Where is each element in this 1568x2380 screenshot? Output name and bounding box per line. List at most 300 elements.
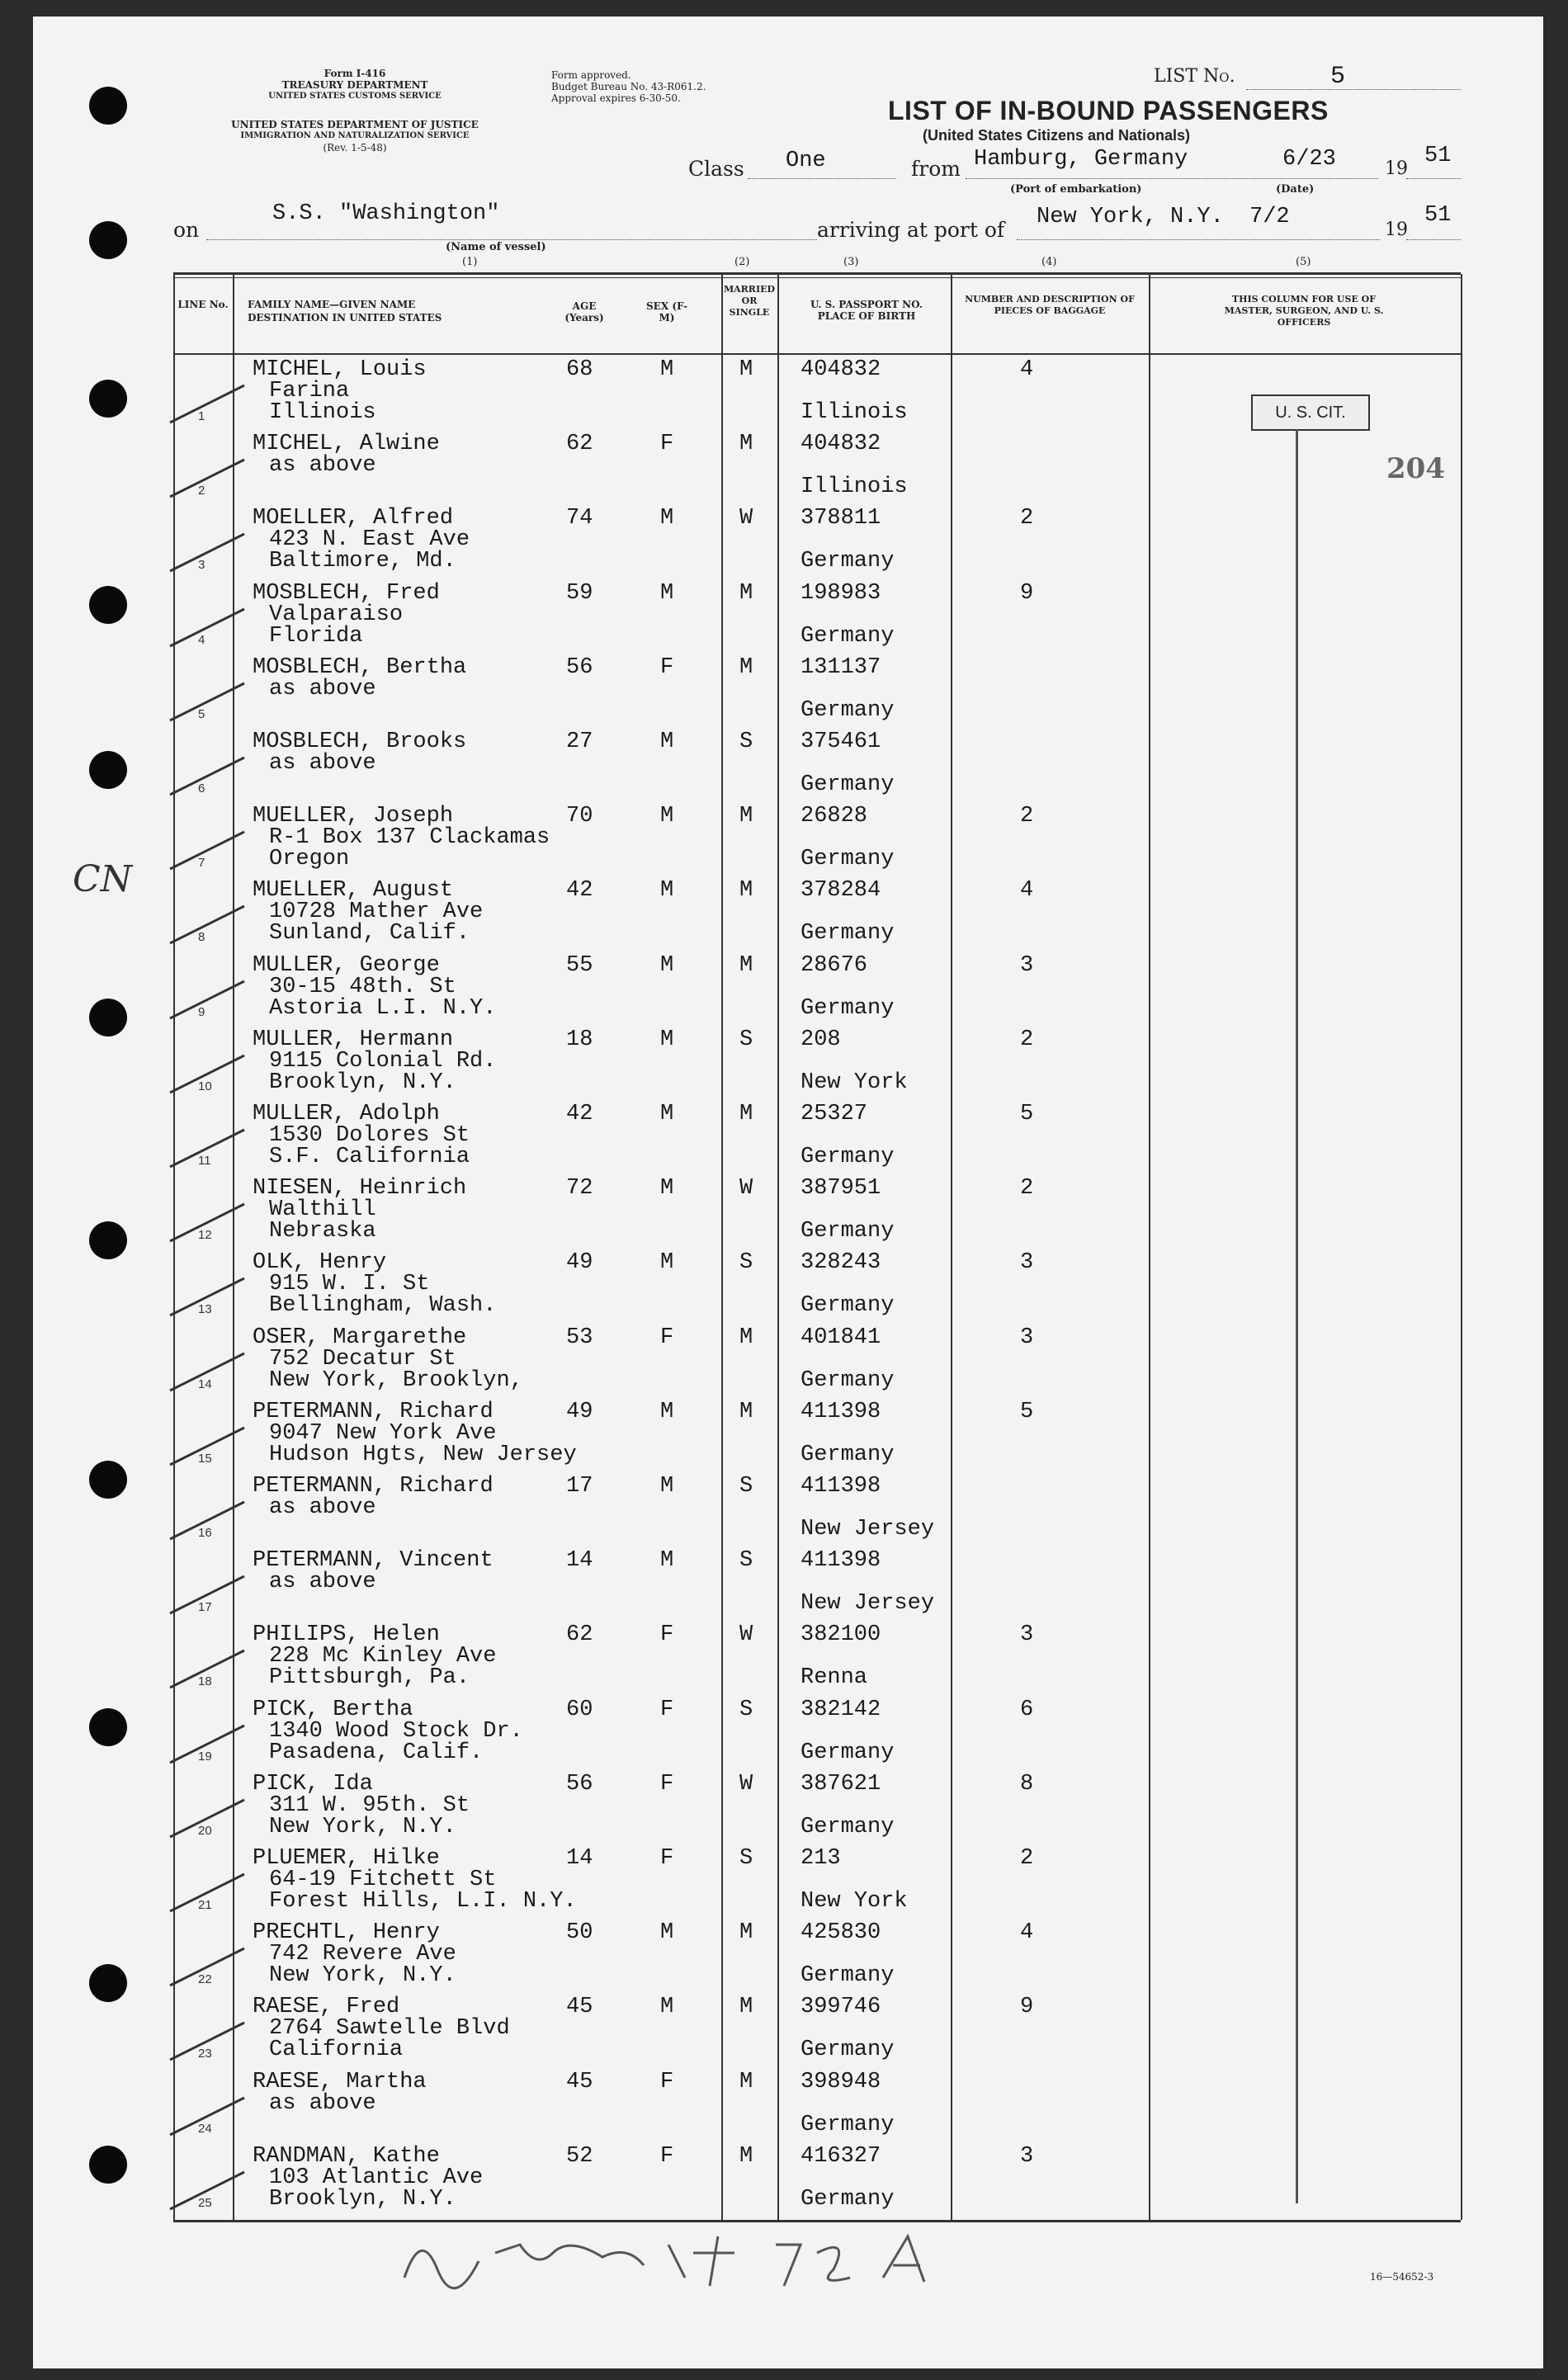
punch-hole — [89, 999, 127, 1037]
passport-number: 131137 — [801, 654, 881, 680]
passport-number: 404832 — [801, 357, 881, 382]
passenger-name: MULLER, George — [253, 952, 440, 978]
punch-hole — [89, 586, 127, 624]
marital-status: W — [739, 1622, 753, 1648]
passport-number: 387621 — [801, 1771, 881, 1797]
check-mark-icon — [162, 753, 253, 803]
check-mark-icon — [162, 1200, 253, 1249]
col-header-officers: THIS COLUMN FOR USE OF MASTER, SURGEON, AND U. S. OFFICERS — [1224, 294, 1384, 328]
marital-status: M — [739, 878, 753, 904]
sex: F — [660, 2069, 674, 2094]
marital-status: M — [739, 1325, 753, 1350]
punch-hole — [89, 1964, 127, 2002]
passport-number: 213 — [801, 1846, 841, 1871]
passport-number: 25327 — [801, 1102, 868, 1126]
destination-line-1: 2764 Sawtelle Blvd — [269, 2016, 510, 2042]
passenger-name: MICHEL, Alwine — [253, 432, 440, 457]
marital-status: S — [739, 1697, 753, 1722]
age: 53 — [566, 1325, 593, 1350]
destination-line-2: New York, Brooklyn, — [269, 1367, 523, 1393]
form-number: Form I-416 — [324, 68, 386, 79]
arrival-port: New York, N.Y. — [1037, 205, 1224, 229]
line-number: 16 — [198, 1526, 212, 1540]
destination-line-1: 9047 New York Ave — [269, 1420, 497, 1446]
sex: F — [660, 1771, 674, 1797]
age: 14 — [566, 1846, 593, 1871]
baggage-count: 2 — [1020, 1846, 1034, 1871]
sex: M — [660, 1399, 674, 1424]
check-mark-icon — [162, 381, 253, 431]
check-mark-icon — [162, 530, 253, 579]
destination-line-1: 9115 Colonial Rd. — [269, 1048, 497, 1074]
age: 49 — [566, 1250, 593, 1276]
age: 72 — [566, 1176, 593, 1202]
passenger-name: PETERMANN, Vincent — [253, 1548, 494, 1574]
passenger-name: PRECHTL, Henry — [253, 1920, 440, 1946]
check-mark-icon — [162, 1274, 253, 1324]
passport-number: 375461 — [801, 730, 881, 754]
age: 59 — [566, 580, 593, 606]
arrival-date: 7/2 — [1249, 205, 1290, 229]
justice-dept: UNITED STATES DEPARTMENT OF JUSTICE — [231, 119, 479, 130]
col-header-name: FAMILY NAME—GIVEN NAME — [248, 299, 416, 310]
line-number: 13 — [198, 1302, 212, 1317]
line-number: 12 — [198, 1228, 212, 1243]
passenger-name: MUELLER, August — [253, 878, 454, 904]
revision: (Rev. 1-5-48) — [323, 142, 387, 153]
place-of-birth: Germany — [801, 2038, 895, 2063]
age: 27 — [566, 730, 593, 754]
table-header-border — [173, 353, 1461, 355]
check-mark-icon — [162, 1646, 253, 1696]
check-mark-icon — [162, 1498, 253, 1547]
passenger-name: MOSBLECH, Fred — [253, 580, 440, 606]
marital-status: M — [739, 1995, 753, 2020]
baggage-count: 3 — [1020, 2143, 1034, 2169]
sex: M — [660, 1920, 674, 1946]
baggage-count: 5 — [1020, 1399, 1034, 1424]
marital-status: M — [739, 1102, 753, 1126]
punch-hole — [89, 1708, 127, 1746]
passport-number: 398948 — [801, 2069, 881, 2094]
destination-line-1: as above — [269, 1495, 376, 1520]
line-number: 23 — [198, 2047, 212, 2061]
passport-number: 382100 — [801, 1622, 881, 1648]
sex: M — [660, 730, 674, 754]
line-number: 6 — [198, 782, 205, 796]
passenger-name: PETERMANN, Richard — [253, 1399, 494, 1424]
vessel-caption: (Name of vessel) — [446, 241, 546, 253]
baggage-count: 8 — [1020, 1771, 1034, 1797]
check-mark-icon — [162, 1870, 253, 1920]
marital-status: M — [739, 1920, 753, 1946]
age: 62 — [566, 432, 593, 457]
passenger-name: MULLER, Hermann — [253, 1027, 454, 1052]
line-number: 1 — [198, 409, 205, 423]
punch-hole — [89, 1221, 127, 1259]
age: 55 — [566, 952, 593, 978]
place-of-birth: Germany — [801, 623, 895, 649]
passport-number: 26828 — [801, 804, 868, 829]
destination-line-2: New York, N.Y. — [269, 1814, 456, 1839]
baggage-count: 9 — [1020, 580, 1034, 606]
baggage-count: 4 — [1020, 357, 1034, 382]
age: 42 — [566, 1102, 593, 1126]
baggage-count: 3 — [1020, 952, 1034, 978]
destination-line-2: Sunland, Calif. — [269, 921, 470, 947]
from-port: Hamburg, Germany — [974, 147, 1188, 172]
marital-status: M — [739, 1399, 753, 1424]
age: 50 — [566, 1920, 593, 1946]
line-number: 7 — [198, 856, 205, 871]
destination-line-2: Nebraska — [269, 1219, 376, 1244]
age: 45 — [566, 2069, 593, 2094]
place-of-birth: Germany — [801, 549, 895, 574]
check-mark-icon — [162, 1944, 253, 1994]
footer-code: 16—54652-3 — [1370, 2271, 1434, 2283]
marital-status: M — [739, 580, 753, 606]
place-of-birth: Germany — [801, 697, 895, 723]
sex: M — [660, 952, 674, 978]
age: 60 — [566, 1697, 593, 1722]
destination-line-1: 752 Decatur St — [269, 1346, 456, 1372]
class-value: One — [786, 149, 826, 173]
marital-status: W — [739, 1771, 753, 1797]
list-no-label: LIST No. — [1154, 66, 1235, 87]
sex: M — [660, 1548, 674, 1574]
marital-status: S — [739, 1027, 753, 1052]
year-prefix: 19 — [1385, 220, 1408, 240]
marital-status: S — [739, 1474, 753, 1499]
check-mark-icon — [162, 2094, 253, 2143]
marital-status: M — [739, 2143, 753, 2169]
check-mark-icon — [162, 679, 253, 729]
col-num: (4) — [1041, 256, 1057, 268]
age: 42 — [566, 878, 593, 904]
destination-line-1: 228 Mc Kinley Ave — [269, 1644, 497, 1669]
destination-line-1: 10728 Mather Ave — [269, 900, 484, 925]
punch-hole — [89, 1461, 127, 1499]
class-label: Class — [688, 157, 744, 181]
passport-number: 411398 — [801, 1399, 881, 1424]
place-of-birth: Germany — [801, 772, 895, 797]
check-mark-icon — [162, 1796, 253, 1845]
page-title: LIST OF IN-BOUND PASSENGERS — [888, 96, 1329, 125]
sex: F — [660, 1622, 674, 1648]
col-header-married: MARRIED OR SINGLE — [723, 284, 776, 318]
col-header-passport: U. S. PASSPORT NO. PLACE OF BIRTH — [810, 299, 923, 322]
line-number: 25 — [198, 2195, 212, 2210]
baggage-count: 2 — [1020, 1176, 1034, 1202]
passenger-name: PHILIPS, Helen — [253, 1622, 440, 1648]
check-mark-icon — [162, 1051, 253, 1101]
marital-status: M — [739, 654, 753, 680]
place-of-birth: Renna — [801, 1665, 868, 1691]
place-of-birth: Germany — [801, 1367, 895, 1393]
sex: F — [660, 1325, 674, 1350]
destination-line-1: 1530 Dolores St — [269, 1123, 470, 1148]
customs-service: UNITED STATES CUSTOMS SERVICE — [268, 92, 442, 101]
destination-line-2: Brooklyn, N.Y. — [269, 1070, 456, 1095]
col-header-baggage: NUMBER AND DESCRIPTION OF PIECES OF BAGGAGE — [965, 294, 1135, 316]
destination-line-2: Pittsburgh, Pa. — [269, 1665, 470, 1691]
destination-line-2: Astoria L.I. N.Y. — [269, 995, 497, 1021]
passport-number: 404832 — [801, 432, 881, 457]
check-mark-icon — [162, 1126, 253, 1175]
sex: M — [660, 1102, 674, 1126]
baggage-count: 3 — [1020, 1622, 1034, 1648]
year-2: 51 — [1424, 203, 1452, 228]
baggage-count: 4 — [1020, 1920, 1034, 1946]
check-mark-icon — [162, 828, 253, 877]
destination-line-2: Pasadena, Calif. — [269, 1740, 484, 1765]
col-header-age: AGE (Years) — [564, 300, 604, 323]
place-of-birth: Germany — [801, 2112, 895, 2137]
place-of-birth: Germany — [801, 921, 895, 947]
place-of-birth: Illinois — [801, 400, 908, 425]
destination-line-1: 742 Revere Ave — [269, 1942, 456, 1967]
col-num: (1) — [462, 256, 478, 268]
place-of-birth: New York — [801, 1070, 908, 1095]
place-of-birth: Germany — [801, 1293, 895, 1319]
marital-status: M — [739, 432, 753, 457]
marital-status: W — [739, 506, 753, 531]
passport-number: 328243 — [801, 1250, 881, 1276]
destination-line-1: as above — [269, 751, 376, 776]
from-date: 6/23 — [1282, 147, 1336, 172]
check-mark-icon — [162, 977, 253, 1027]
check-mark-icon — [162, 2019, 253, 2068]
col-num: (3) — [843, 256, 859, 268]
passport-number: 399746 — [801, 1995, 881, 2020]
col-header-sex: SEX (F-M) — [646, 300, 687, 323]
place-of-birth: Germany — [801, 995, 895, 1021]
passport-number: 425830 — [801, 1920, 881, 1946]
ins-service: IMMIGRATION AND NATURALIZATION SERVICE — [240, 131, 470, 140]
passport-number: 387951 — [801, 1176, 881, 1202]
place-of-birth: Germany — [801, 1963, 895, 1989]
destination-line-1: 64-19 Fitchett St — [269, 1868, 497, 1892]
passenger-name: PLUEMER, Hilke — [253, 1846, 440, 1871]
sex: M — [660, 1027, 674, 1052]
age: 45 — [566, 1995, 593, 2020]
line-number: 19 — [198, 1749, 212, 1764]
destination-line-1: as above — [269, 453, 376, 479]
destination-line-2: Oregon — [269, 847, 350, 872]
line-number: 8 — [198, 930, 205, 945]
place-of-birth: Germany — [801, 1219, 895, 1244]
marital-status: S — [739, 1250, 753, 1276]
place-of-birth: New York — [801, 1889, 908, 1914]
place-of-birth: Germany — [801, 1814, 895, 1839]
check-mark-icon — [162, 1424, 253, 1473]
passport-number: 382142 — [801, 1697, 881, 1722]
destination-line-2: Hudson Hgts, New Jersey — [269, 1442, 577, 1467]
col-header-destination: DESTINATION IN UNITED STATES — [248, 312, 442, 323]
age: 14 — [566, 1548, 593, 1574]
sex: M — [660, 506, 674, 531]
punch-hole — [89, 221, 127, 259]
sex: M — [660, 1995, 674, 2020]
on-label: on — [173, 218, 200, 242]
line-number: 21 — [198, 1898, 212, 1912]
age: 70 — [566, 804, 593, 829]
handwritten-margin-note: CN — [73, 858, 133, 900]
sex: F — [660, 2143, 674, 2169]
line-number: 20 — [198, 1823, 212, 1838]
baggage-count: 2 — [1020, 506, 1034, 531]
destination-line-2: Bellingham, Wash. — [269, 1293, 497, 1319]
destination-line-1: Valparaiso — [269, 602, 404, 627]
check-mark-icon — [162, 605, 253, 654]
passport-number: 378811 — [801, 506, 881, 531]
passenger-name: OSER, Margarethe — [253, 1325, 467, 1350]
passenger-name: RANDMAN, Kathe — [253, 2143, 440, 2169]
treasury-dept: TREASURY DEPARTMENT — [281, 79, 428, 91]
passenger-name: PETERMANN, Richard — [253, 1474, 494, 1499]
line-number: 2 — [198, 484, 205, 498]
age: 17 — [566, 1474, 593, 1499]
sex: F — [660, 432, 674, 457]
check-mark-icon — [162, 2168, 253, 2217]
punch-hole — [89, 2146, 127, 2184]
age: 52 — [566, 2143, 593, 2169]
line-number: 11 — [198, 1154, 211, 1168]
age: 56 — [566, 654, 593, 680]
destination-line-1: 423 N. East Ave — [269, 527, 470, 553]
place-of-birth: New Jersey — [801, 1517, 935, 1542]
passport-number: 411398 — [801, 1548, 881, 1574]
passport-number: 378284 — [801, 878, 881, 904]
from-label: from — [911, 157, 961, 181]
destination-line-1: 1340 Wood Stock Dr. — [269, 1718, 523, 1744]
marital-status: W — [739, 1176, 753, 1202]
passport-number: 208 — [801, 1027, 841, 1052]
destination-line-1: Farina — [269, 379, 350, 404]
arriving-label: arriving at port of — [817, 218, 1005, 242]
marital-status: S — [739, 1548, 753, 1574]
place-of-birth: Germany — [801, 847, 895, 872]
marital-status: M — [739, 804, 753, 829]
place-of-birth: Illinois — [801, 475, 908, 500]
line-number: 24 — [198, 2121, 212, 2136]
destination-line-1: as above — [269, 2090, 376, 2116]
line-number: 4 — [198, 632, 205, 647]
line-number: 10 — [198, 1079, 212, 1093]
passenger-name: MOELLER, Alfred — [253, 506, 454, 531]
sex: M — [660, 1474, 674, 1499]
check-mark-icon — [162, 1721, 253, 1771]
baggage-count: 4 — [1020, 878, 1034, 904]
baggage-count: 5 — [1020, 1102, 1034, 1126]
marital-status: S — [739, 730, 753, 754]
age: 49 — [566, 1399, 593, 1424]
destination-line-1: as above — [269, 676, 376, 701]
place-of-birth: Germany — [801, 2186, 895, 2212]
destination-line-2: New York, N.Y. — [269, 1963, 456, 1989]
marital-status: M — [739, 357, 753, 382]
destination-line-2: California — [269, 2038, 404, 2063]
destination-line-1: R-1 Box 137 Clackamas — [269, 825, 550, 851]
sex: F — [660, 654, 674, 680]
passport-number: 28676 — [801, 952, 868, 978]
stamped-number: 204 — [1386, 452, 1445, 485]
destination-line-2: Baltimore, Md. — [269, 549, 456, 574]
destination-line-1: Walthill — [269, 1197, 376, 1223]
baggage-count: 3 — [1020, 1250, 1034, 1276]
place-of-birth: New Jersey — [801, 1591, 935, 1617]
marital-status: S — [739, 1846, 753, 1871]
line-number: 18 — [198, 1674, 212, 1689]
line-number: 14 — [198, 1377, 212, 1391]
line-number: 17 — [198, 1600, 212, 1615]
approval-line: Budget Bureau No. 43-R061.2. — [551, 81, 706, 92]
destination-line-2: Forest Hills, L.I. N.Y. — [269, 1889, 577, 1914]
passport-number: 198983 — [801, 580, 881, 606]
sex: M — [660, 580, 674, 606]
destination-line-2: Florida — [269, 623, 363, 649]
passenger-name: MOSBLECH, Brooks — [253, 730, 467, 754]
age: 74 — [566, 506, 593, 531]
passenger-name: MULLER, Adolph — [253, 1102, 440, 1126]
date-caption: (Date) — [1276, 183, 1315, 196]
port-embark-caption: (Port of embarkation) — [1010, 183, 1142, 196]
check-mark-icon — [162, 902, 253, 952]
passenger-name: PICK, Ida — [253, 1771, 373, 1797]
punch-hole — [89, 751, 127, 789]
age: 56 — [566, 1771, 593, 1797]
destination-line-2: Illinois — [269, 400, 376, 425]
col-num: (5) — [1296, 256, 1311, 268]
approval-line: Form approved. — [551, 69, 631, 81]
handwritten-signature — [388, 2220, 982, 2298]
place-of-birth: Germany — [801, 1442, 895, 1467]
passenger-name: MICHEL, Louis — [253, 357, 427, 382]
passenger-name: MOSBLECH, Bertha — [253, 654, 467, 680]
approval-line: Approval expires 6-30-50. — [551, 92, 681, 104]
col-header-line-no: LINE No. — [177, 299, 229, 310]
officer-column-rule — [1296, 429, 1298, 2203]
passport-number: 411398 — [801, 1474, 881, 1499]
age: 62 — [566, 1622, 593, 1648]
sex: M — [660, 1250, 674, 1276]
sex: M — [660, 804, 674, 829]
destination-line-1: 311 W. 95th. St — [269, 1792, 470, 1818]
destination-line-2: Brooklyn, N.Y. — [269, 2186, 456, 2212]
passenger-name: RAESE, Fred — [253, 1995, 400, 2020]
baggage-count: 2 — [1020, 1027, 1034, 1052]
baggage-count: 6 — [1020, 1697, 1034, 1722]
passenger-name: PICK, Bertha — [253, 1697, 413, 1722]
page-subtitle: (United States Citizens and Nationals) — [923, 127, 1191, 144]
check-mark-icon — [162, 1349, 253, 1399]
year-prefix: 19 — [1385, 158, 1408, 179]
col-num: (2) — [734, 256, 750, 268]
sex: F — [660, 1846, 674, 1871]
check-mark-icon — [162, 456, 253, 505]
marital-status: M — [739, 2069, 753, 2094]
sex: M — [660, 878, 674, 904]
passenger-name: OLK, Henry — [253, 1250, 387, 1276]
baggage-count: 2 — [1020, 804, 1034, 829]
line-number: 15 — [198, 1451, 212, 1466]
sex: F — [660, 1697, 674, 1722]
passenger-name: RAESE, Martha — [253, 2069, 427, 2094]
passenger-name: NIESEN, Heinrich — [253, 1176, 467, 1202]
sex: M — [660, 357, 674, 382]
baggage-count: 9 — [1020, 1995, 1034, 2020]
marital-status: M — [739, 952, 753, 978]
